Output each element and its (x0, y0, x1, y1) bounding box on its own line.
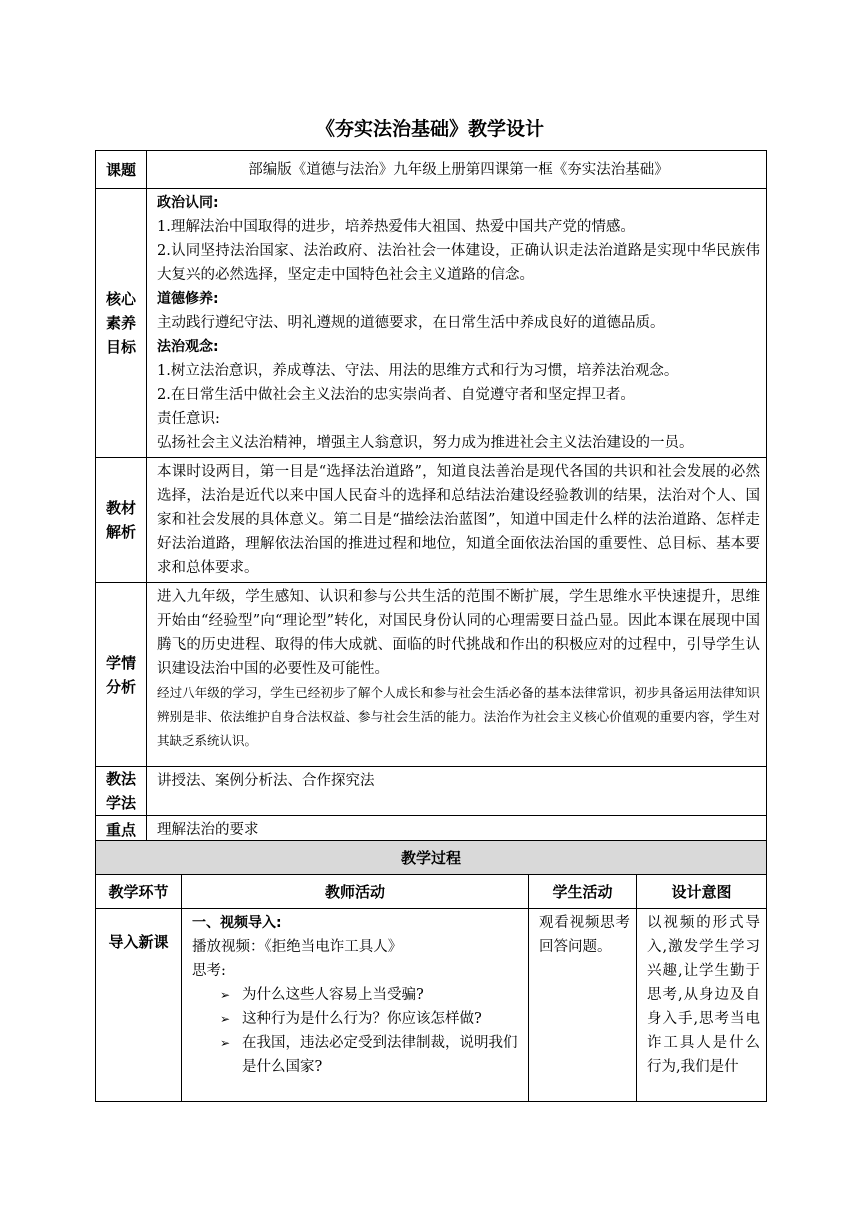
students-label: 学情 分析 (96, 583, 147, 767)
student-activity-cell: 观看视频思考回答问题。 (529, 909, 637, 1102)
goal-text: 2.在日常生活中做社会主义法治的忠实崇尚者、自觉遵守者和坚定捍卫者。 (157, 387, 635, 403)
goal-text: 1.树立法治意识，养成尊法、守法、用法的思维方式和行为习惯，培养法治观念。 (157, 363, 679, 379)
goals-label: 核心 素养 目标 (96, 189, 147, 458)
arrow-bullet-icon: ➢ (220, 1012, 231, 1026)
students-text-1: 进入九年级，学生感知、认识和参与公共生活的范围不断扩展，学生思维水平快速提升，思维开始由“经验型”向“理论型”转化，对国民身份认同的心理需要日益凸显。因此本课在展现中国腾飞的历史进程、取得的伟大成就、面临的时代挑战和作出的积极应对的过程中，引导学生认识建设法治中国的必要性及可能性。 (157, 589, 760, 677)
students-content (147, 583, 767, 767)
column-header: 设计意图 (637, 875, 767, 909)
key-label: 重点 (96, 816, 147, 845)
students-text-2: 经过八年级的学习，学生已经初步了解个人成长和参与社会生活必备的基本法律常识，初步具备运用法律知识辨别是非、依法维护自身合法权益、参与社会生活的能力。法治作为社会主义核心价值观的重要内容，学生对其缺乏系统认识。 (157, 685, 760, 748)
page-title: 《夯实法治基础》教学设计 (315, 118, 544, 140)
teacher-activity-think: 思考: (192, 963, 226, 979)
column-header: 教师活动 (182, 875, 529, 909)
column-header: 学生活动 (529, 875, 637, 909)
goals-content (147, 189, 767, 458)
methods-value: 讲授法、案例分析法、合作探究法 (147, 767, 767, 816)
methods-label: 教法 学法 (96, 767, 147, 816)
goal-text: 1.理解法治中国取得的进步，培养热爱伟大祖国、热爱中国共产党的情感。 (157, 219, 635, 235)
question-item: ➢ 在我国，违法必定受到法律制裁，说明我们是什么国家? (192, 1031, 522, 1079)
question-item: ➢ 为什么这些人容易上当受骗? (192, 983, 522, 1007)
teacher-activity-play: 播放视频：《拒绝当电诈工具人》 (192, 939, 403, 955)
process-heading: 教学过程 (96, 841, 767, 875)
info-table (95, 150, 767, 875)
stage-cell: 导入新课 (96, 909, 182, 1102)
materials-content: 本课时设两目，第一目是“选择法治道路”，知道良法善治是现代各国的共识和社会发展的必然选择，法治是近代以来中国人民奋斗的选择和总结法治建设经验教训的结果，法治对个人、国家和社会发展的具体意义。第二目是“描绘法治蓝图”，知道中国走什么样的法治道路、怎样走好法治道路，理解依法治国的推进过程和地位，知道全面依法治国的重要性、总目标、基本要求和总体要求。 (147, 458, 767, 583)
topic-label: 课题 (96, 151, 147, 189)
goal-heading-law: 法治观念: (157, 339, 219, 355)
design-intent-cell: 以视频的形式导入,激发学生学习兴趣,让学生勤于思考,从身边及自身入手,思考当电诈工具人是什么行为,我们是什 (637, 909, 767, 1102)
goal-text: 主动践行遵纪守法、明礼遵规的道德要求，在日常生活中养成良好的道德品质。 (157, 315, 665, 331)
topic-value: 部编版《道德与法治》九年级上册第四课第一框《夯实法治基础》 (147, 151, 767, 189)
arrow-bullet-icon: ➢ (220, 988, 231, 1002)
teacher-activity-cell (182, 909, 529, 1102)
key-value: 理解法治的要求 (147, 816, 767, 845)
question-item: ➢ 这种行为是什么行为？你应该怎样做? (192, 1007, 522, 1031)
difficulty-label: 难点 (96, 845, 147, 875)
goal-heading-morality: 道德修养: (157, 291, 219, 307)
materials-label: 教材 解析 (96, 458, 147, 583)
goal-text: 弘扬社会主义法治精神，增强主人翁意识，努力成为推进社会主义法治建设的一员。 (157, 435, 694, 451)
goal-heading-political: 政治认同: (157, 195, 219, 211)
goal-heading-responsibility: 责任意识: (157, 411, 220, 427)
column-header: 教学环节 (96, 875, 182, 909)
goal-text: 2.认同坚持法治国家、法治政府、法治社会一体建设，正确认识走法治道路是实现中华民族伟大复兴的必然选择，坚定走中国特色社会主义道路的信念。 (157, 243, 760, 283)
teacher-activity-title: 一、视频导入: (192, 915, 282, 931)
process-table (95, 840, 767, 1102)
arrow-bullet-icon: ➢ (220, 1036, 231, 1050)
difficulty-value: 建设法治中国的要求 (147, 845, 767, 875)
